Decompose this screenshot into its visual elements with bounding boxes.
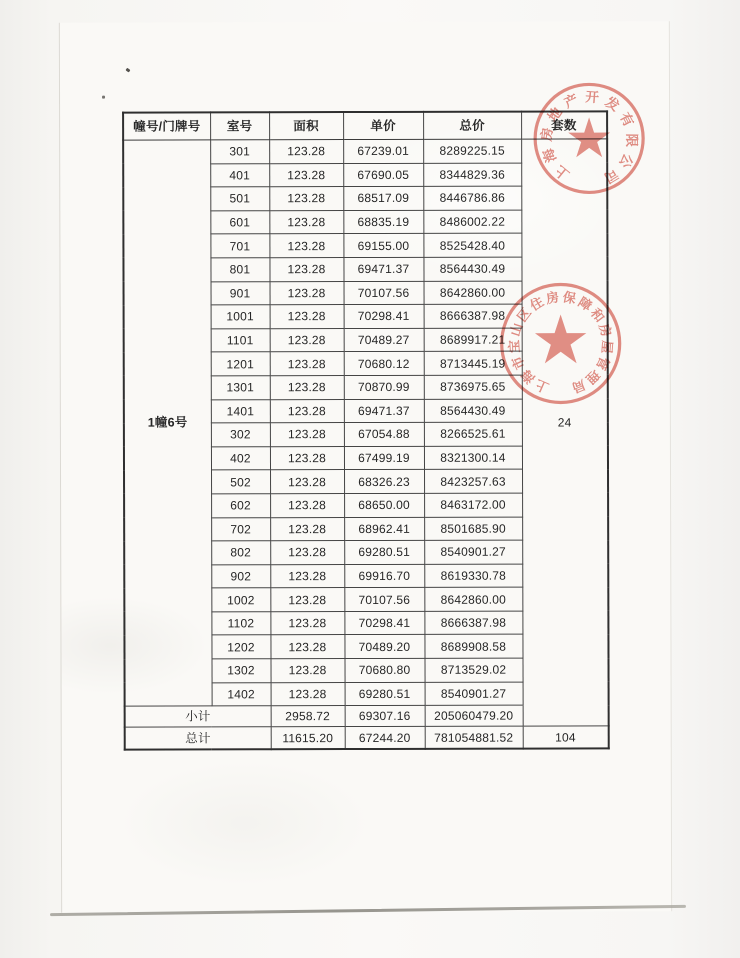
grand-total-total-price: 781054881.52 bbox=[425, 726, 523, 749]
area-cell: 123.28 bbox=[270, 611, 344, 635]
total-price-cell: 8540901.27 bbox=[425, 682, 523, 706]
total-price-cell: 8463172.00 bbox=[424, 493, 522, 517]
table-body bbox=[123, 139, 608, 707]
header-unit-count: 套数 bbox=[521, 111, 607, 139]
room-cell: 601 bbox=[210, 211, 269, 235]
room-cell: 302 bbox=[211, 423, 270, 447]
subtotal-units-empty bbox=[523, 705, 609, 726]
total-price-cell: 8666387.98 bbox=[424, 611, 522, 635]
area-cell: 123.28 bbox=[270, 399, 344, 423]
ink-speck bbox=[102, 96, 105, 99]
building-cell: 1幢6号 bbox=[123, 140, 211, 706]
area-cell: 123.28 bbox=[269, 234, 343, 258]
unit-price-cell: 68650.00 bbox=[344, 493, 424, 517]
room-cell: 501 bbox=[210, 187, 269, 211]
subtotal-area: 2958.72 bbox=[271, 706, 345, 727]
room-cell: 401 bbox=[210, 163, 269, 187]
room-cell: 902 bbox=[211, 564, 270, 588]
total-price-cell: 8713529.02 bbox=[425, 658, 523, 682]
room-cell: 602 bbox=[211, 494, 270, 518]
area-cell: 123.28 bbox=[271, 682, 345, 706]
area-cell: 123.28 bbox=[269, 258, 343, 282]
subtotal-label: 小计 bbox=[125, 706, 271, 727]
total-price-cell: 8642860.00 bbox=[424, 281, 522, 305]
room-cell: 1002 bbox=[211, 588, 270, 612]
star-icon bbox=[568, 117, 610, 157]
grand-total-row bbox=[125, 726, 609, 750]
total-price-cell: 8666387.98 bbox=[424, 304, 522, 328]
unit-price-cell: 67690.05 bbox=[343, 163, 423, 187]
unit-price-cell: 70107.56 bbox=[344, 588, 424, 612]
total-price-cell: 8564430.49 bbox=[423, 257, 521, 281]
price-table bbox=[122, 110, 610, 751]
company-seal-stamp bbox=[527, 76, 651, 200]
housing-bureau-seal-stamp bbox=[490, 273, 630, 413]
area-cell: 123.28 bbox=[269, 163, 343, 187]
area-cell: 123.28 bbox=[269, 140, 343, 164]
unit-price-cell: 67054.88 bbox=[344, 422, 424, 446]
unit-price-cell: 70107.56 bbox=[344, 281, 424, 305]
area-cell: 123.28 bbox=[270, 423, 344, 447]
unit-price-cell: 67499.19 bbox=[344, 446, 424, 470]
area-cell: 123.28 bbox=[270, 588, 344, 612]
unit-price-cell: 70298.41 bbox=[344, 305, 424, 329]
room-cell: 1202 bbox=[211, 635, 270, 659]
total-price-cell: 8713445.19 bbox=[424, 351, 522, 375]
total-price-cell: 8423257.63 bbox=[424, 469, 522, 493]
room-cell: 901 bbox=[211, 281, 270, 305]
room-cell: 801 bbox=[210, 258, 269, 282]
room-cell: 1401 bbox=[211, 399, 270, 423]
total-price-cell: 8689908.58 bbox=[424, 635, 522, 659]
total-price-cell: 8266525.61 bbox=[424, 422, 522, 446]
total-price-cell: 8321300.14 bbox=[424, 446, 522, 470]
unit-price-cell: 68962.41 bbox=[344, 517, 424, 541]
unit-price-cell: 68326.23 bbox=[344, 470, 424, 494]
unit-price-cell: 70489.20 bbox=[344, 635, 424, 659]
subtotal-row bbox=[125, 705, 609, 727]
header-area: 面积 bbox=[269, 112, 343, 140]
area-cell: 123.28 bbox=[270, 493, 344, 517]
unit-price-cell: 68835.19 bbox=[343, 210, 423, 234]
area-cell: 123.28 bbox=[269, 187, 343, 211]
table-summary bbox=[125, 705, 609, 750]
total-price-cell: 8540901.27 bbox=[424, 540, 522, 564]
area-cell: 123.28 bbox=[270, 541, 344, 565]
subtotal-unit-price: 69307.16 bbox=[345, 706, 425, 727]
grand-total-units: 104 bbox=[523, 726, 609, 749]
area-cell: 123.28 bbox=[270, 328, 344, 352]
total-price-cell: 8736975.65 bbox=[424, 375, 522, 399]
total-price-cell: 8289225.15 bbox=[423, 139, 521, 163]
total-price-cell: 8525428.40 bbox=[423, 233, 521, 257]
room-cell: 1402 bbox=[212, 682, 271, 706]
unit-price-cell: 70680.12 bbox=[344, 352, 424, 376]
unit-price-cell: 69916.70 bbox=[344, 564, 424, 588]
unit-price-cell: 70680.80 bbox=[345, 658, 425, 682]
total-price-cell: 8619330.78 bbox=[424, 564, 522, 588]
header-room: 室号 bbox=[210, 112, 269, 140]
area-cell: 123.28 bbox=[270, 375, 344, 399]
area-cell: 123.28 bbox=[270, 470, 344, 494]
area-cell: 123.28 bbox=[270, 635, 344, 659]
room-cell: 502 bbox=[211, 470, 270, 494]
area-cell: 123.28 bbox=[270, 564, 344, 588]
star-icon bbox=[535, 314, 586, 363]
room-cell: 1302 bbox=[212, 659, 271, 683]
area-cell: 123.28 bbox=[270, 352, 344, 376]
room-cell: 702 bbox=[211, 517, 270, 541]
unit-price-cell: 67239.01 bbox=[343, 139, 423, 163]
area-cell: 123.28 bbox=[270, 446, 344, 470]
total-price-cell: 8689917.21 bbox=[424, 328, 522, 352]
header-total-price: 总价 bbox=[423, 112, 521, 140]
total-price-cell: 8344829.36 bbox=[423, 163, 521, 187]
unit-price-cell: 70298.41 bbox=[344, 611, 424, 635]
unit-price-cell: 69471.37 bbox=[343, 257, 423, 281]
room-cell: 802 bbox=[211, 541, 270, 565]
company-seal-text: 上海房地产开发有限公司 bbox=[538, 89, 640, 186]
room-cell: 1301 bbox=[211, 376, 270, 400]
unit-price-cell: 69280.51 bbox=[344, 540, 424, 564]
total-price-cell: 8486002.22 bbox=[423, 210, 521, 234]
total-price-cell: 8564430.49 bbox=[424, 399, 522, 423]
area-cell: 123.28 bbox=[270, 517, 344, 541]
unit-price-cell: 70489.27 bbox=[344, 328, 424, 352]
total-price-cell: 8642860.00 bbox=[424, 587, 522, 611]
grand-total-area: 11615.20 bbox=[271, 727, 345, 750]
area-cell: 123.28 bbox=[269, 210, 343, 234]
unit-price-cell: 68517.09 bbox=[343, 187, 423, 211]
header-unit-price: 单价 bbox=[343, 112, 423, 140]
area-cell: 123.28 bbox=[271, 659, 345, 683]
subtotal-total-price: 205060479.20 bbox=[425, 705, 523, 726]
header-building: 幢号/门牌号 bbox=[123, 112, 210, 140]
room-cell: 701 bbox=[210, 234, 269, 258]
room-cell: 301 bbox=[210, 140, 269, 164]
total-price-cell: 8446786.86 bbox=[423, 186, 521, 210]
units-cell: 24 bbox=[521, 139, 608, 705]
unit-price-cell: 69155.00 bbox=[343, 234, 423, 258]
grand-total-label: 总计 bbox=[125, 727, 271, 750]
area-cell: 123.28 bbox=[270, 305, 344, 329]
paper-sheet bbox=[59, 21, 672, 913]
unit-price-cell: 69471.37 bbox=[344, 399, 424, 423]
area-cell: 123.28 bbox=[270, 281, 344, 305]
bureau-seal-text: 上海市宝山区住房保障和房屋管理局 bbox=[506, 289, 616, 396]
room-cell: 1102 bbox=[211, 612, 270, 636]
room-cell: 1201 bbox=[211, 352, 270, 376]
total-price-cell: 8501685.90 bbox=[424, 517, 522, 541]
room-cell: 1001 bbox=[211, 305, 270, 329]
grand-total-unit-price: 67244.20 bbox=[345, 727, 425, 750]
unit-price-cell: 70870.99 bbox=[344, 375, 424, 399]
unit-price-cell: 69280.51 bbox=[345, 682, 425, 706]
room-cell: 1101 bbox=[211, 329, 270, 353]
ink-speck bbox=[125, 68, 130, 73]
room-cell: 402 bbox=[211, 446, 270, 470]
